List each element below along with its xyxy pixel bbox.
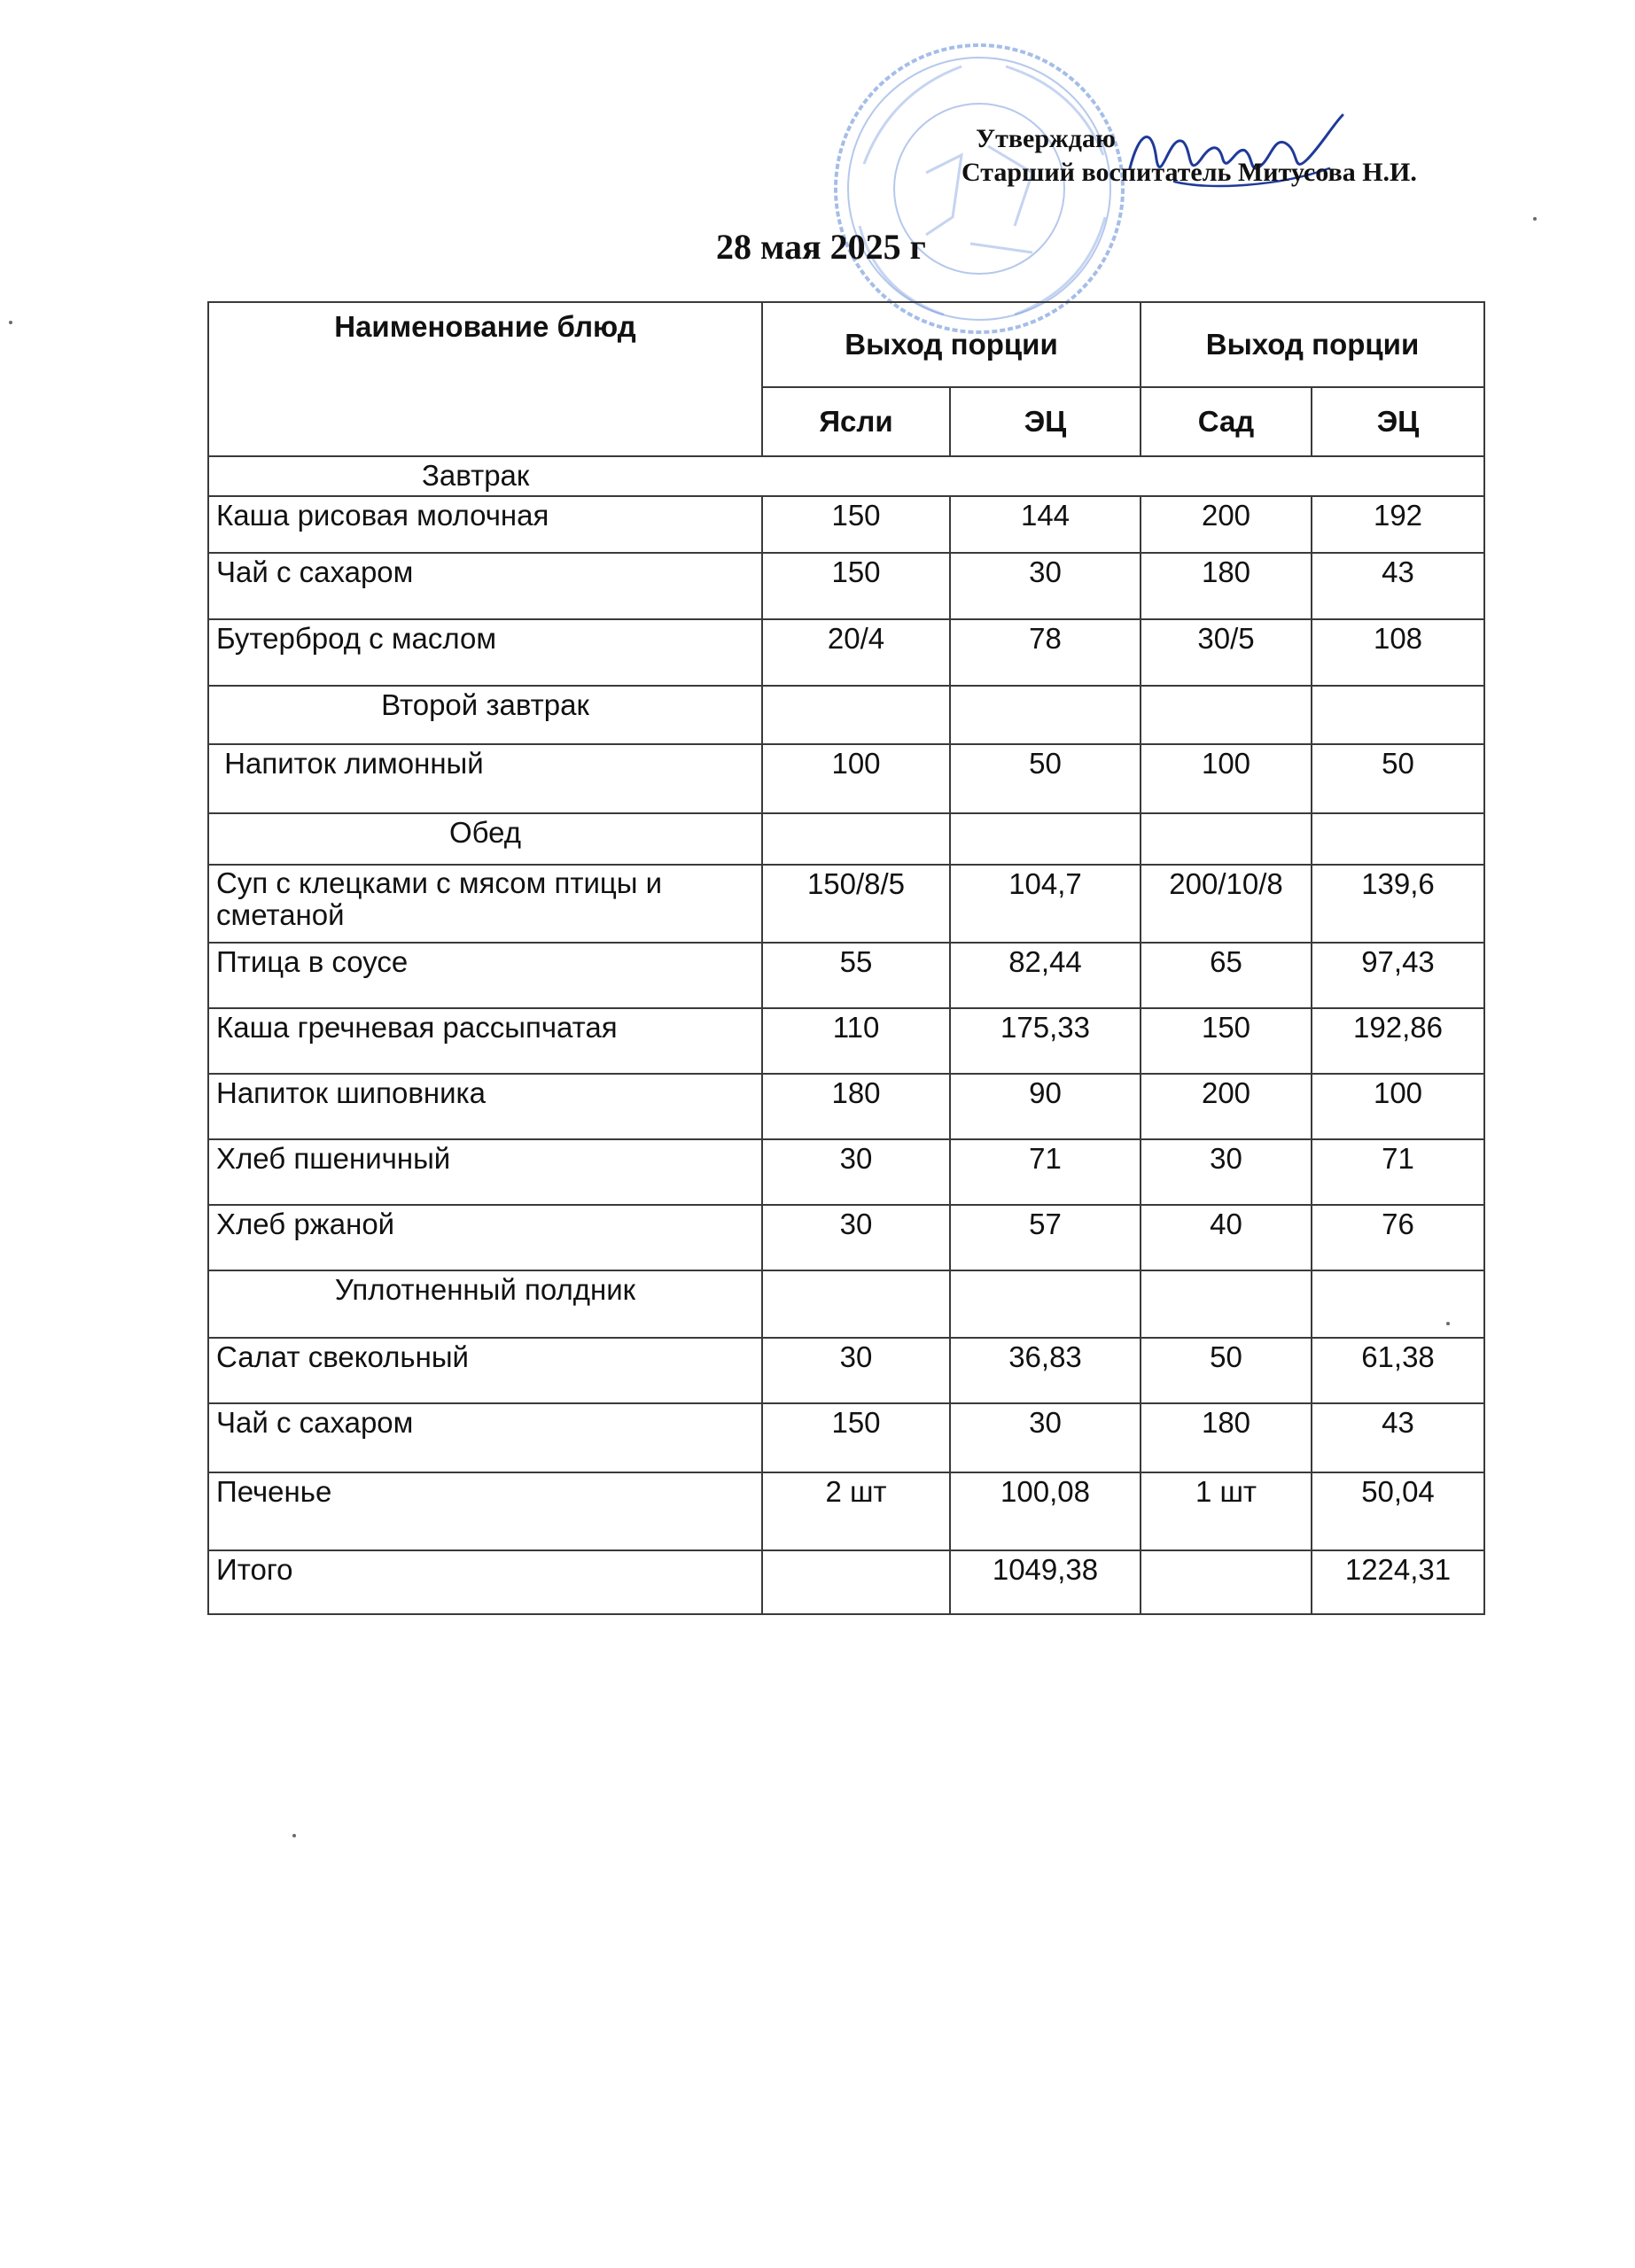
- scan-speck: [1446, 1322, 1450, 1325]
- empty-cell: [950, 813, 1141, 865]
- cell-yasli: 180: [762, 1074, 950, 1139]
- dish-name: Чай с сахаром: [208, 553, 762, 619]
- table-row: [208, 1008, 1484, 1074]
- scan-speck: [292, 1834, 296, 1837]
- cell-yasli: 30: [762, 1338, 950, 1403]
- empty-cell: [762, 1550, 950, 1614]
- cell-ec-yasli: 78: [950, 619, 1141, 686]
- cell-sad: 150: [1141, 1008, 1312, 1074]
- cell-ec-sad: 76: [1312, 1205, 1484, 1270]
- header-name: Наименование блюд: [208, 302, 762, 456]
- cell-ec-yasli: 30: [950, 553, 1141, 619]
- table-row: [208, 1472, 1484, 1550]
- cell-sad: 180: [1141, 553, 1312, 619]
- cell-yasli: 30: [762, 1205, 950, 1270]
- empty-cell: [950, 1270, 1141, 1338]
- table-row: [208, 619, 1484, 686]
- dish-name: Хлеб ржаной: [208, 1205, 762, 1270]
- dish-name: Хлеб пшеничный: [208, 1139, 762, 1205]
- cell-ec-yasli: 144: [950, 496, 1141, 553]
- empty-cell: [1141, 1270, 1312, 1338]
- dish-name: Чай с сахаром: [208, 1403, 762, 1472]
- cell-ec-yasli: 82,44: [950, 943, 1141, 1008]
- cell-ec-sad: 97,43: [1312, 943, 1484, 1008]
- scan-speck: [1533, 217, 1537, 221]
- cell-sad: 200: [1141, 1074, 1312, 1139]
- dish-name: Бутерброд с маслом: [208, 619, 762, 686]
- scan-speck: [9, 321, 12, 324]
- cell-ec-sad: 50: [1312, 744, 1484, 813]
- cell-ec-yasli: 175,33: [950, 1008, 1141, 1074]
- empty-cell: [1141, 813, 1312, 865]
- dish-name: Каша гречневая рассыпчатая: [208, 1008, 762, 1074]
- total-label: Итого: [208, 1550, 762, 1614]
- cell-ec-yasli: 90: [950, 1074, 1141, 1139]
- cell-ec-sad: 192: [1312, 496, 1484, 553]
- cell-sad: 200/10/8: [1141, 865, 1312, 943]
- total-row: [208, 1550, 1484, 1614]
- section-second-breakfast: Второй завтрак: [208, 686, 762, 744]
- cell-ec-sad: 43: [1312, 553, 1484, 619]
- cell-ec-yasli: 100,08: [950, 1472, 1141, 1550]
- cell-ec-sad: 50,04: [1312, 1472, 1484, 1550]
- empty-cell: [1312, 1270, 1484, 1338]
- table-row: [208, 1205, 1484, 1270]
- cell-ec-yasli: 30: [950, 1403, 1141, 1472]
- empty-cell: [1141, 1550, 1312, 1614]
- cell-ec-yasli: 50: [950, 744, 1141, 813]
- total-ec-yasli: 1049,38: [950, 1550, 1141, 1614]
- cell-sad: 100: [1141, 744, 1312, 813]
- dish-name: Каша рисовая молочная: [208, 496, 762, 553]
- empty-cell: [950, 686, 1141, 744]
- table-row: [208, 1074, 1484, 1139]
- cell-sad: 30/5: [1141, 619, 1312, 686]
- cell-yasli: 150: [762, 1403, 950, 1472]
- cell-ec-sad: 100: [1312, 1074, 1484, 1139]
- header-ec-sad: ЭЦ: [1312, 387, 1484, 456]
- table-row: [208, 1338, 1484, 1403]
- table-row: [208, 865, 1484, 943]
- approval-signatory: Старший воспитатель Митусова Н.И.: [962, 158, 1417, 187]
- header-ec-yasli: ЭЦ: [950, 387, 1141, 456]
- empty-cell: [762, 813, 950, 865]
- table-row: [208, 496, 1484, 553]
- cell-yasli: 150/8/5: [762, 865, 950, 943]
- cell-sad: 50: [1141, 1338, 1312, 1403]
- cell-yasli: 55: [762, 943, 950, 1008]
- cell-yasli: 150: [762, 553, 950, 619]
- dish-name: Птица в соусе: [208, 943, 762, 1008]
- cell-yasli: 150: [762, 496, 950, 553]
- cell-ec-sad: 61,38: [1312, 1338, 1484, 1403]
- header-portion-sad: Выход порции: [1141, 302, 1484, 387]
- approval-word: Утверждаю: [976, 124, 1116, 153]
- section-breakfast: Завтрак: [208, 456, 1484, 496]
- cell-ec-sad: 108: [1312, 619, 1484, 686]
- cell-ec-yasli: 57: [950, 1205, 1141, 1270]
- dish-name: Напиток лимонный: [208, 744, 762, 813]
- document-date: 28 мая 2025 г: [716, 227, 926, 267]
- cell-yasli: 20/4: [762, 619, 950, 686]
- menu-table: [207, 301, 1485, 1615]
- total-ec-sad: 1224,31: [1312, 1550, 1484, 1614]
- cell-sad: 65: [1141, 943, 1312, 1008]
- cell-sad: 1 шт: [1141, 1472, 1312, 1550]
- cell-yasli: 110: [762, 1008, 950, 1074]
- cell-yasli: 2 шт: [762, 1472, 950, 1550]
- empty-cell: [762, 1270, 950, 1338]
- cell-ec-sad: 192,86: [1312, 1008, 1484, 1074]
- empty-cell: [1312, 813, 1484, 865]
- table-row: [208, 744, 1484, 813]
- cell-sad: 40: [1141, 1205, 1312, 1270]
- table-row: [208, 553, 1484, 619]
- header-portion-yasli: Выход порции: [762, 302, 1141, 387]
- dish-name: Напиток шиповника: [208, 1074, 762, 1139]
- empty-cell: [762, 686, 950, 744]
- cell-ec-yasli: 36,83: [950, 1338, 1141, 1403]
- header-sad: Сад: [1141, 387, 1312, 456]
- dish-name: Салат свекольный: [208, 1338, 762, 1403]
- header-yasli: Ясли: [762, 387, 950, 456]
- cell-ec-yasli: 71: [950, 1139, 1141, 1205]
- cell-yasli: 30: [762, 1139, 950, 1205]
- table-row: [208, 1139, 1484, 1205]
- empty-cell: [1312, 686, 1484, 744]
- table-row: [208, 1403, 1484, 1472]
- cell-sad: 200: [1141, 496, 1312, 553]
- section-afternoon-snack: Уплотненный полдник: [208, 1270, 762, 1338]
- cell-yasli: 100: [762, 744, 950, 813]
- approval-block: [962, 122, 1417, 190]
- table-row: [208, 943, 1484, 1008]
- dish-name: Печенье: [208, 1472, 762, 1550]
- cell-sad: 30: [1141, 1139, 1312, 1205]
- cell-ec-sad: 139,6: [1312, 865, 1484, 943]
- empty-cell: [1141, 686, 1312, 744]
- cell-ec-sad: 71: [1312, 1139, 1484, 1205]
- cell-ec-yasli: 104,7: [950, 865, 1141, 943]
- dish-name: Суп с клецками с мясом птицы и сметаной: [208, 865, 762, 943]
- cell-ec-sad: 43: [1312, 1403, 1484, 1472]
- cell-sad: 180: [1141, 1403, 1312, 1472]
- section-lunch: Обед: [208, 813, 762, 865]
